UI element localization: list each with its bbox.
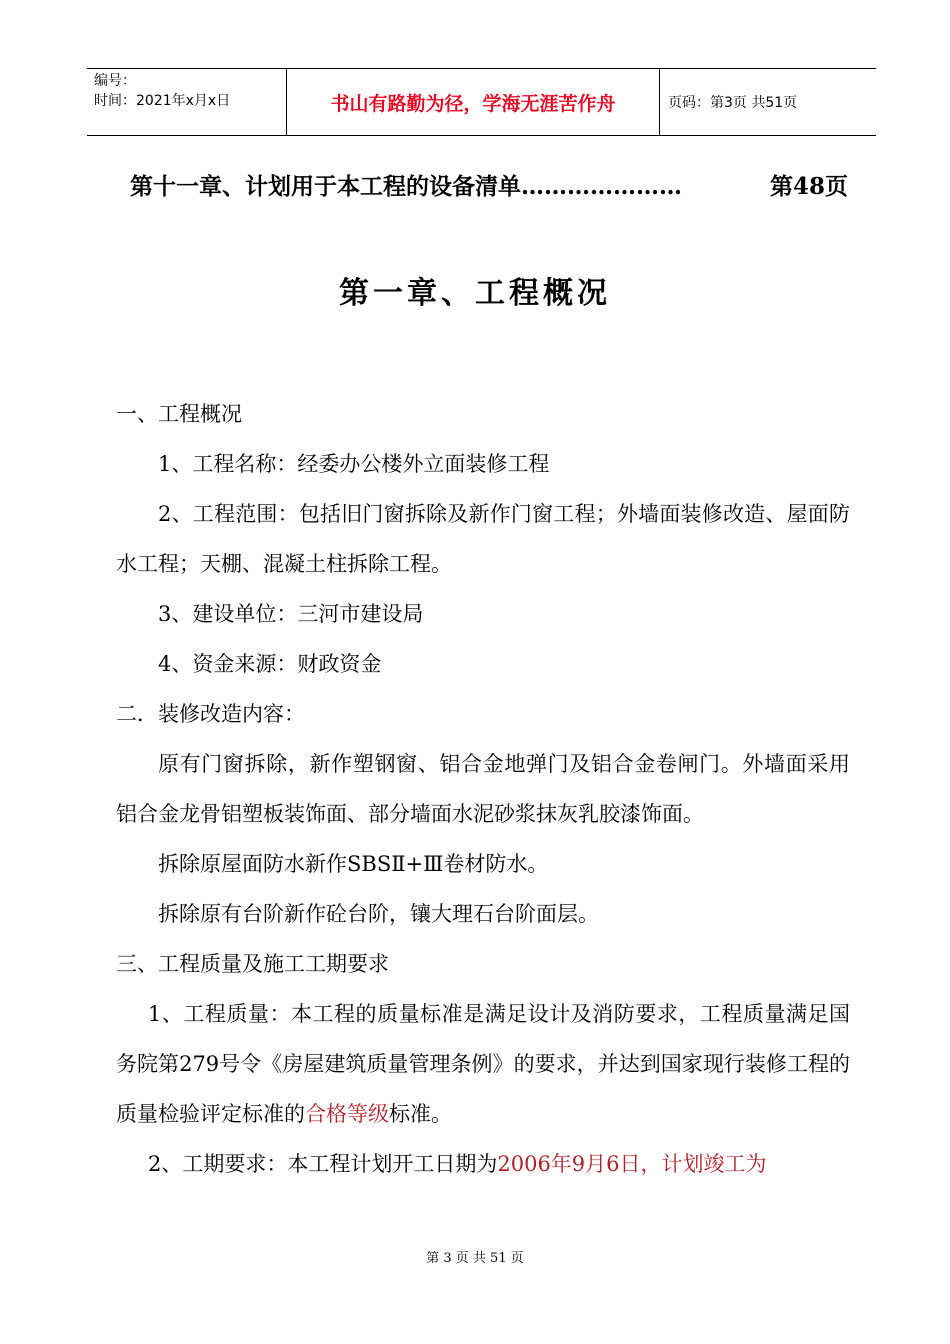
section-2-paragraph-3: 拆除原有台阶新作砼台阶，镶大理石台阶面层。 [158, 902, 599, 926]
header-number-label: 编号： [94, 73, 136, 89]
quality-grade-highlight: 合格等级 [305, 1102, 389, 1126]
section-2-paragraph-2: 拆除原屋面防水新作SBSⅡ+Ⅲ卷材防水。 [158, 852, 549, 876]
schedule-date-highlight: 2006年9月6日，计划竣工为 [497, 1152, 767, 1176]
section-1-heading: 一、工程概况 [116, 402, 242, 426]
section-3-schedule [116, 1139, 850, 1189]
header-page-info: 页码：第3页 共51页 [668, 95, 798, 111]
chapter-title: 第一章、工程概况 [339, 276, 611, 311]
section-2-paragraph-1: 原有门窗拆除，新作塑钢窗、铝合金地弹门及铝合金卷闸门。外墙面采用铝合金龙骨铝塑板装饰面、部分墙面水泥砂浆抹灰乳胶漆饰面。 [116, 752, 850, 826]
document-body [116, 389, 850, 1189]
header-motto: 书山有路勤为径，学海无涯苦作舟 [287, 69, 660, 135]
toc-entry [130, 168, 848, 201]
schedule-text: 2、工期要求：本工程计划开工日期为 [148, 1152, 498, 1176]
header-meta [87, 69, 287, 135]
section-1-item-4: 4、资金来源：财政资金 [158, 652, 382, 676]
toc-entry-title: 第十一章、计划用于本工程的设备清单………………… [130, 173, 682, 200]
section-2-heading: 二．装修改造内容： [116, 702, 305, 726]
quality-text-end: 标准。 [389, 1102, 452, 1126]
section-1-item-1: 1、工程名称：经委办公楼外立面装修工程 [158, 452, 550, 476]
section-3-heading: 三、工程质量及施工工期要求 [116, 952, 389, 976]
section-1-item-3: 3、建设单位：三河市建设局 [158, 602, 424, 626]
section-3-quality [116, 989, 850, 1139]
quality-text: 1、工程质量：本工程的质量标准是满足设计及消防要求，工程质量满足国务院第279号令《房屋建筑质量管理条例》的要求，并达到国家现行装修工程的质量检验评定标准的 [116, 1002, 850, 1126]
page-header [87, 68, 876, 136]
toc-entry-page: 第48页 [769, 173, 848, 200]
header-time-label: 时间：2021年x月x日 [94, 93, 231, 109]
section-1-item-2: 2、工程范围：包括旧门窗拆除及新作门窗工程；外墙面装修改造、屋面防水工程；天棚、混凝土柱拆除工程。 [116, 502, 850, 576]
page-footer: 第 3 页 共 51 页 [426, 1251, 524, 1266]
